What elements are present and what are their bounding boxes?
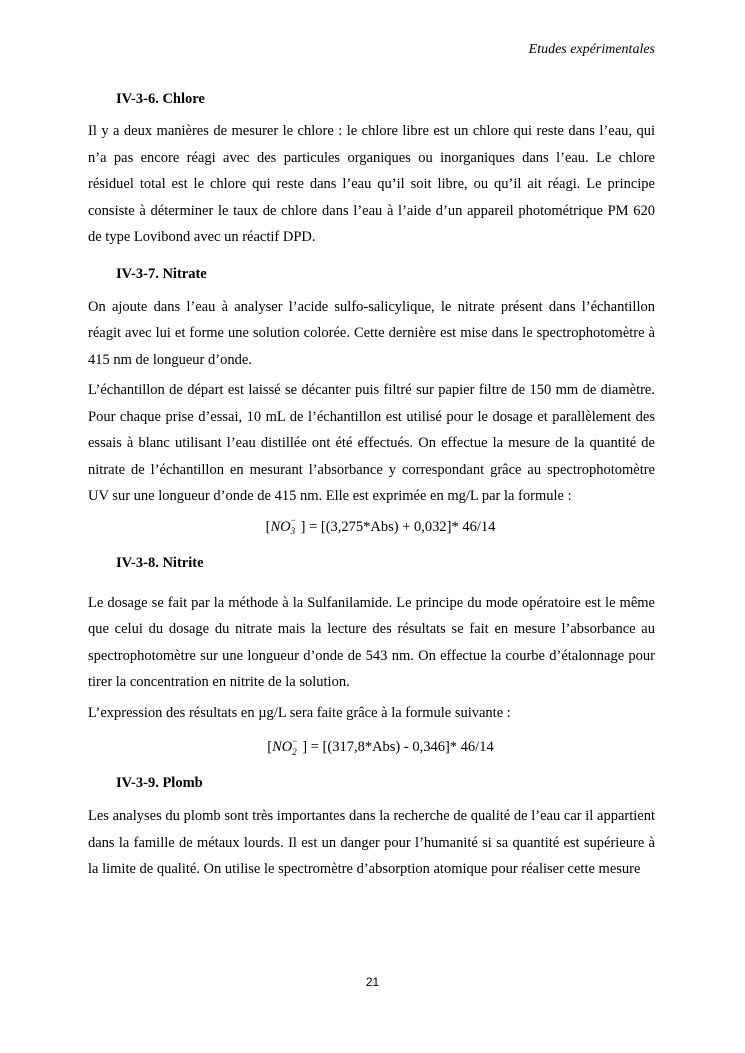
formula-nitrate-open: [ bbox=[265, 518, 271, 535]
running-header: Etudes expérimentales bbox=[528, 42, 655, 57]
paragraph-nitrate-1: On ajoute dans l’eau à analyser l’acide sulfo-salicylique, le nitrate présent dans l’échantillon réagit avec lui et forme une solution colorée. Cette dernière est mise dans le spectrophotomètre à 415 nm de longueur d’onde. bbox=[88, 298, 655, 368]
paragraph-nitrite-1: Le dosage se fait par la méthode à la Sulfanilamide. Le principe du mode opératoire est le même que celui du dosage du nitrate mais la lecture des résultats se fait en mesure l’absorbance au spectrophotomètre sur une longueur d’onde de 543 nm. On effectue la courbe d’étalonnage pour tirer la concentration en nitrite de la solution. bbox=[88, 594, 655, 690]
formula-nitrite-open: [ bbox=[267, 739, 273, 755]
formula-nitrate-species: NO bbox=[270, 518, 291, 535]
paragraph-plomb: Les analyses du plomb sont très importantes dans la recherche de qualité de l’eau car il appartient dans la famille de métaux lourds. Il est un danger pour l’humanité si sa quantité est supérieure à la limite de qualité. On utilise le spectromètre d’absorption atomique pour réaliser cette mesure bbox=[88, 808, 655, 877]
paragraph-nitrate-2: L’échantillon de départ est laissé se décanter puis filtré sur papier filtre de 150 mm de diamètre. Pour chaque prise d’essai, 10 mL de l’échantillon est utilisé pour le dosage et parallèlement des essais à blanc utilisant l’eau distillée ont été effectués. On effectue la mesure de la quantité de nitrate de l’échantillon en mesurant l’absorbance y correspondant grâce au spectrophotomètre UV sur une longueur d’onde de 415 nm. Elle est exprimée en mg/L par la formule : bbox=[88, 382, 655, 504]
section-heading-chlore: IV-3-6. Chlore bbox=[116, 91, 205, 107]
formula-nitrate-subscript: 3 bbox=[290, 526, 296, 537]
paragraph-chlore: Il y a deux manières de mesurer le chlore : le chlore libre est un chlore qui reste dans l’eau, qui n’a pas encore réagi avec des particules organiques ou inorganiques dans l’eau. Le chlore résiduel total est le chlore qui reste dans l’eau qu’il soit libre, ou qu’il ait réagi. Le principe consiste à déterminer le taux de chlore dans l’eau à l’aide d’un appareil photométrique PM 620 de type Lovibond avec un réactif DPD. bbox=[88, 123, 655, 245]
formula-nitrite bbox=[88, 736, 655, 758]
paragraph-nitrite-2: L’expression des résultats en µg/L sera faite grâce à la formule suivante : bbox=[88, 704, 511, 721]
formula-nitrite-expression: ] = [(317,8*Abs) - 0,346]* 46/14 bbox=[302, 739, 494, 755]
formula-nitrite-subscript: 2 bbox=[292, 746, 297, 757]
formula-nitrite-species: NO bbox=[272, 739, 293, 755]
section-heading-nitrate: IV-3-7. Nitrate bbox=[116, 265, 207, 282]
formula-nitrate-charge: − bbox=[290, 515, 296, 526]
page-content bbox=[88, 88, 655, 883]
formula-nitrate-expression: ] = [(3,275*Abs) + 0,032]* 46/14 bbox=[300, 518, 496, 535]
section-heading-nitrite: IV-3-8. Nitrite bbox=[116, 554, 204, 571]
page-number: 21 bbox=[365, 975, 380, 989]
formula-nitrate bbox=[88, 516, 655, 538]
section-heading-plomb: IV-3-9. Plomb bbox=[116, 775, 203, 791]
formula-nitrite-charge: − bbox=[292, 735, 298, 746]
